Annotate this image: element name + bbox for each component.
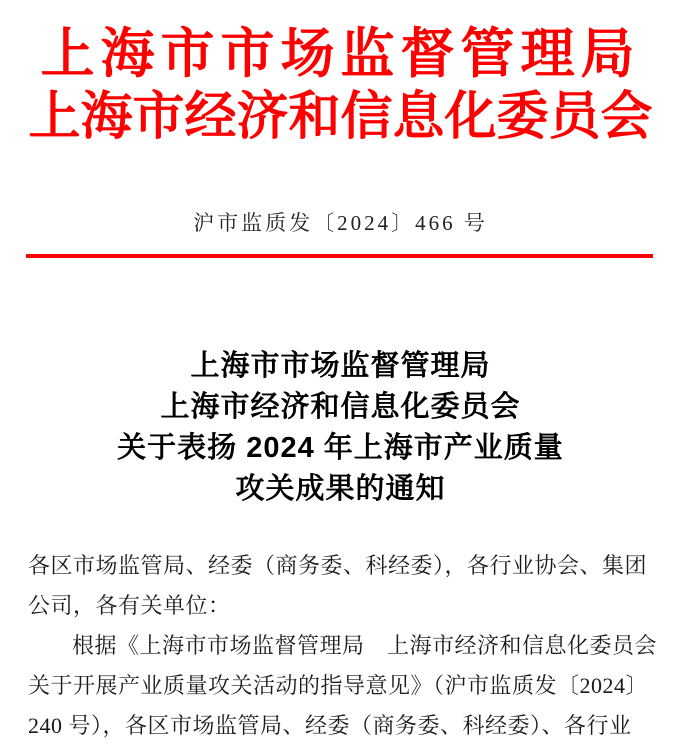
title-line-2: 上海市经济和信息化委员会: [160, 391, 521, 423]
body-paragraph-line-1: 根据《上海市市场监督管理局 上海市经济和信息化委员会: [72, 633, 658, 658]
document-reference-number: 沪市监质发〔2024〕466 号: [193, 211, 488, 235]
letterhead: [0, 22, 681, 148]
title-line-1: 上海市市场监督管理局: [190, 350, 491, 382]
body-salutation-line-1: 各区市场监管局、经委（商务委、科经委），各行业协会、集团: [28, 553, 648, 578]
issuer-name-economy-informatization: 上海市经济和信息化委员会: [28, 88, 653, 146]
notice-title: [0, 346, 681, 510]
title-line-3: 关于表扬 2024 年上海市产业质量: [117, 432, 564, 464]
title-line-4: 攻关成果的通知: [235, 473, 446, 505]
body-paragraph-line-3: 240 号），各区市场监管局、经委（商务委、科经委）、各行业: [28, 713, 632, 738]
body-paragraph-line-2: 关于开展产业质量攻关活动的指导意见》（沪市监质发〔2024〕: [28, 673, 649, 698]
document-body: [28, 546, 658, 746]
body-salutation-line-2: 公司，各有关单位：: [28, 593, 231, 618]
red-divider-rule: [26, 254, 653, 258]
issuer-name-market-regulation: 上海市市场监督管理局: [40, 24, 641, 84]
